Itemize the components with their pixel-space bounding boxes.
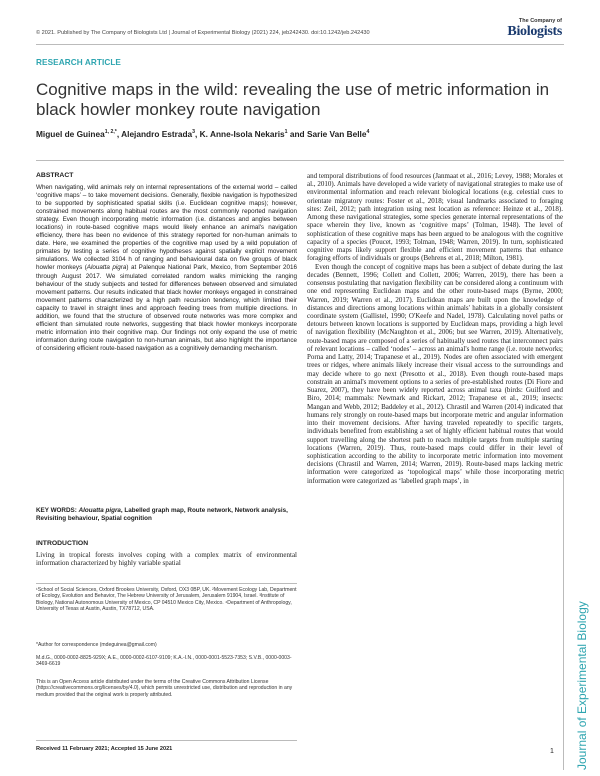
- citation-header: © 2021. Published by The Company of Biologists Ltd | Journal of Experimental Biology (2021) 224, jeb242430. doi:10.1242/jeb.242430: [36, 30, 370, 36]
- received-divider: [36, 740, 297, 741]
- keywords: [36, 507, 297, 523]
- author-name: Alejandro Estrada: [121, 129, 193, 139]
- license-text: This is an Open Access article distributed under the terms of the Creative Commons Attribution License (https://creativecommons.org/licenses/by/4.0), which permits unrestricted use, distribution and reproduction in any medium provided that the original work is properly attributed.: [36, 679, 293, 698]
- author-affil: 3: [192, 129, 196, 136]
- keywords-species: Alouatta pigra: [78, 507, 121, 514]
- sidebar-divider: [563, 470, 564, 770]
- section-label: RESEARCH ARTICLE: [36, 58, 121, 67]
- received-dates: Received 11 February 2021; Accepted 15 June 2021: [36, 746, 173, 752]
- publisher-logo: [490, 18, 562, 42]
- article-title: Cognitive maps in the wild: revealing the use of metric information in black howler monkey route navigation: [36, 80, 550, 119]
- author-name: Miguel de Guinea: [36, 129, 105, 139]
- paragraph: and temporal distributions of food resources (Janmaat et al., 2016; Levey, 1988; Morales et al., 2010). Animals have developed a wide variety of navigational strategies to make use of environmental information and reach relevant biological locations (e.g. celestial cues to orientate migratory routes: Foster et al., 2018; visual landmarks associated to foraging sites: Zeil, 2012; path integration using nest location as reference: Heinze et al., 2018). Among these navigational strategies, some species generate internal representations of the space wherein they live, known as ‘cognitive maps’ (Tolman, 1948). The level of sophistication of these cognitive maps has been argued to be analogous with the cognitive capacity of a species (Poucet, 1993; Tolman, 1948; Warren, 2019). In turn, sophisticated cognitive maps likely support flexible and efficient movement patterns that enhance foraging efforts of individuals or groups (Behrens et al., 2018; Milton, 1981).: [307, 172, 563, 263]
- orcid-list: M.d.G., 0000-0002-8825-929X; A.E., 0000-0002-6107-9109; K.A.-I.N., 0000-0001-5523-7353; S.V.B., 0000-0003-3469-6619: [36, 655, 292, 668]
- author-list: Miguel de Guinea$^{1, 2,*}$, Alejandro Estrada$^3$, K. Anne-Isola Nekaris$^1$ and Sarie Van Belle$^4$: [36, 129, 370, 139]
- footnote-divider: [36, 583, 297, 584]
- keywords-label: KEY WORDS:: [36, 507, 77, 514]
- introduction-heading: INTRODUCTION: [36, 540, 89, 547]
- page-number: 1: [550, 748, 554, 755]
- author-affil: 4: [366, 129, 370, 136]
- abstract-heading: ABSTRACT: [36, 172, 74, 179]
- introduction-text: Living in tropical forests involves coping with a complex matrix of environmental information characterized by highly variable spatial: [36, 551, 297, 568]
- logo-top-text: The Company of: [518, 18, 562, 24]
- author-name: Sarie Van Belle: [306, 129, 367, 139]
- abstract-text: When navigating, wild animals rely on internal representations of the external world – called ‘cognitive maps’ – to take movement decisions. Generally, flexible navigation is hypothesized to be supported by sophisticated spatial skills (i.e. Euclidean cognitive maps); however, constrained movements along habitual routes are the most commonly reported navigation strategy. Even though incorporating metric information (i.e. distances and angles between locations) in route-based cognitive maps would likely enhance an animal's navigation efficiency, there has been no evidence of this strategy reported for non-human animals to date. Here, we examined the properties of the cognitive map used by a wild population of primates by testing a series of cognitive hypotheses against spatially explicit movement simulations. We collected 3104 h of ranging and behavioural data on five groups of black howler monkeys (Alouatta pigra) at Palenque National Park, Mexico, from September 2016 through August 2017. We simulated correlated random walks mimicking the ranging behaviour of the study subjects and tested for differences between observed and simulated movement patterns. Our results indicated that black howler monkeys engaged in constrained movement patterns characterized by a high path recursion tendency, which limited their capacity to travel in straight lines and approach feeding trees from multiple directions. In addition, we found that the structure of observed route networks was more complex and efficient than simulated route networks, suggesting that black howler monkeys incorporate metric information into their cognitive map. Our findings not only expand the use of metric information during route navigation to non-human animals, but also highlight the importance of considering efficient route-based navigation as a cognitively demanding mechanism.: [36, 184, 298, 352]
- logo-main-text: Biologists: [507, 24, 562, 39]
- keywords-list: , Labelled graph map, Route network, Network analysis, Revisiting behaviour, Spatial cognition: [36, 507, 288, 522]
- correspondence: *Author for correspondence (mdeguinea@gmail.com): [36, 642, 157, 648]
- affiliations: ¹School of Social Sciences, Oxford Brookes University, Oxford, OX3 0BP, UK. ²Movement Ecology Lab, Department of Ecology, Evolution and Behavior, The Hebrew University of Jerusalem, Jerusalem 91904, Israel. ³Institute of Biology, National Autonomous University of Mexico, CP 04510 Mexico City, Mexico. ⁴Department of Anthropology, University of Texas at Austin, Austin, TX78712, USA.: [36, 587, 297, 613]
- species-name: Alouatta pigra: [86, 264, 127, 272]
- right-column: [307, 172, 563, 485]
- header-divider: [36, 44, 564, 45]
- author-affil: 1, 2,*: [104, 129, 117, 136]
- author-affil: 1: [284, 129, 288, 136]
- journal-name: Journal of Experimental Biology: [575, 601, 589, 770]
- paragraph: Even though the concept of cognitive maps has been a subject of debate during the last decades (Bennett, 1996; Collett and Collett, 2006; Warren, 2019), there has been a consensus postulating that navigation flexibility can be considered along a continuum with one end representing Euclidean maps and the other route-based maps (Byrne, 2000; Warren, 2019; Warren et al., 2017). Euclidean maps are built upon the knowledge of distances and directions among locations within animals' habitats in a globally consistent coordinate system (Gallistel, 1990; O'Keefe and Nadel, 1978). Calculating novel paths or detours between known locations is supported by Euclidean maps, providing a high level of navigation flexibility (McNaughton et al., 2006; but see Warren, 2019). Alternatively, route-based maps are composed of a series of habitually used routes that interconnect pairs of relevant locations – called ‘nodes’ – across an animal's home range (i.e. route networks; Porna and Latty, 2014; Trapanese et al., 2019). Nodes are often associated with emergent trees or ridges, where animals likely increase their visual access to the surroundings and may decide where to go next (Presotto et al., 2018). Even though route-based maps constrain an animal's movement options to a series of pre-established routes (Di Fiore and Suarez, 2007), they have been widely reported across animal taxa (birds: Guilford and Biro, 2014; mammals: Newmark and Rickart, 2012; Trapanese et al., 2019; insects: Mangan and Webb, 2012; Baddeley et al., 2012). Chrastil and Warren (2014) indicated that humans rely strongly on route-based maps but incorporate metric and angular information into their movement decisions. After having traveled repeatedly to specific targets, individuals benefited from establishing a set of highly efficient habitual routes that would support travelling along the shortest path to reach multiple targets from multiple starting locations (Warren, 2019). Thus, route-based maps could differ in their level of sophistication according to the ability to incorporate metric information into movement decisions (Chrastil and Warren, 2014; Warren, 2019). Route-based maps lacking metric information were categorized as ‘topological maps’ while those incorporating metric information were categorized as ‘labelled graph maps’, in: [307, 262, 563, 485]
- authors-divider: [36, 160, 564, 161]
- journal-sidebar: [575, 470, 593, 770]
- author-name: K. Anne-Isola Nekaris: [199, 129, 285, 139]
